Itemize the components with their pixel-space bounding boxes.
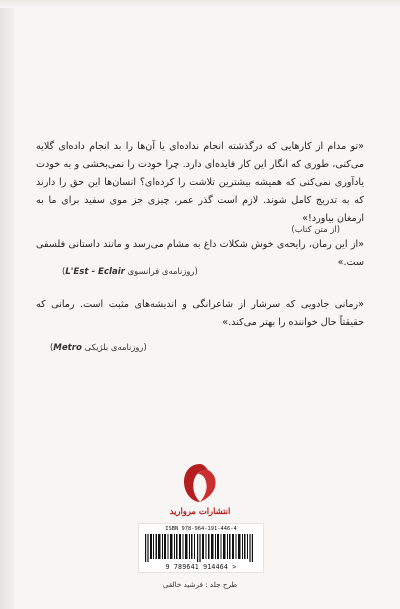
quote-lest-eclair: «از این رمان، رایحه‌ی خوش شکلات داغ به مشام می‌رسد و مانند داستانی فلسفی ست.» — [36, 239, 364, 268]
quote-source-metro: (روزنامه‌ی بلژیکی Metro) — [50, 342, 147, 353]
cover-design-credit: طرح جلد : فرشید خالقی — [162, 580, 238, 589]
barcode — [138, 523, 264, 573]
barcode-digits: 9 789641 914464 > — [165, 563, 237, 571]
quote-source-lest-eclair: (روزنامه‌ی فرانسوی L'Est - Eclair) — [62, 266, 198, 277]
isbn-number: ISBN 978-964-191-446-4 — [165, 526, 237, 532]
cover-spine-shadow — [0, 0, 14, 609]
quote-metro: «رمانی جادویی که سرشار از شاعرانگی و اندیشه‌های مثبت است. رمانی که حقیقتاً حال خواننده را بهتر می‌کند.» — [36, 299, 364, 328]
quote-source-book: (از متن کتاب) — [291, 224, 340, 234]
cover-top-shadow — [0, 0, 400, 8]
publisher-name: انتشارات مروارید — [169, 506, 231, 516]
quote-book-excerpt: «تو مدام از کارهایی که درگذشته انجام نداده‌ای یا آن‌ها را بد انجام داده‌ای گلایه می‌کنی، طوری که انگار این کار فایده‌ای دارد. چرا خودت را نمی‌بخشی و به خودت یادآوری نمی‌کنی که همیشه بیشترین تلاشت را کرده‌ای؟ انسان‌ها این حق را دارند که به تدریج کامل شوند. لازم است گذر عمر، چیزی جز موی سفید برای ما به ارمغان بیاورد!» — [36, 141, 364, 224]
barcode-bars — [145, 534, 257, 562]
winged-bird-logo-icon — [178, 460, 222, 506]
